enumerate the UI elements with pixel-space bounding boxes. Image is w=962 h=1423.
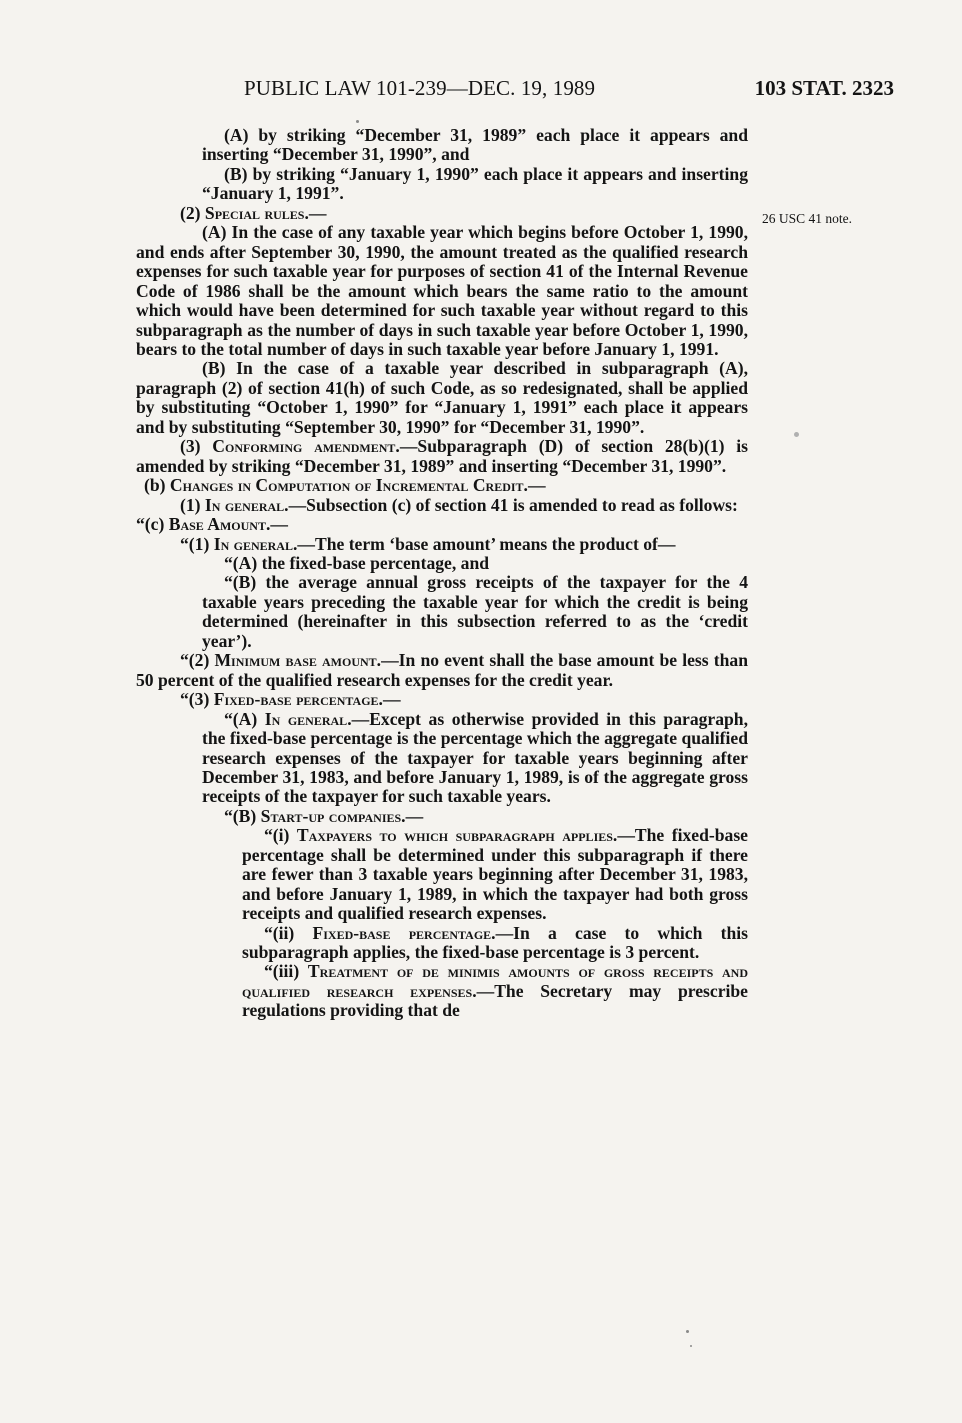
clause-text: (A) by striking “December 31, 1989” each place it appears and inserting “December 31, 1990”, and bbox=[202, 125, 748, 165]
paragraph-number: “(1) bbox=[180, 533, 214, 554]
clause-number: “(i) bbox=[264, 825, 297, 846]
clause-text: —The Secretary may prescribe regulations providing that de bbox=[242, 980, 748, 1021]
scan-speck bbox=[794, 432, 799, 437]
subparagraph-text: —Except as otherwise provided in this paragraph, the fixed-base percentage is the percentage which the aggregate qualified research expenses of the taxpayer for taxable years beginning after December 31, 1983, and before January 1, 1989, is of the aggregate gross receipts of the taxpayer for such taxable years. bbox=[202, 708, 748, 807]
subsection-text: — bbox=[270, 514, 288, 535]
paragraph-number: “(2) bbox=[180, 650, 215, 671]
running-head-title: PUBLIC LAW 101-239—DEC. 19, 1989 bbox=[244, 76, 596, 100]
subparagraph-letter: “(A) bbox=[224, 708, 265, 729]
paragraph-heading: In general. bbox=[213, 533, 298, 554]
quoted-subparagraph-A bbox=[136, 554, 748, 573]
quoted-subparagraph-B-start-up bbox=[136, 807, 748, 826]
clause-heading: Treatment of de minimis amounts of gross receipts and qualified research expenses. bbox=[242, 961, 749, 1001]
paragraph-1-in-general bbox=[136, 496, 748, 515]
paragraph-heading: Fixed-base percentage. bbox=[213, 689, 383, 710]
clause-B-striking bbox=[136, 165, 748, 204]
paragraph-heading: In general. bbox=[204, 494, 289, 515]
subparagraph-B-taxable-year: (B) In the case of a taxable year described in subparagraph (A), paragraph (2) of section 41(h) of such Code, as so redesignated, shall be applied by substituting “October 1, 1990” for “January 1, 1991” each place it appears and by substituting “September 30, 1990” for “December 31, 1990”. bbox=[136, 358, 748, 437]
clause-block bbox=[242, 924, 748, 963]
statute-body bbox=[136, 126, 748, 1021]
paragraph-heading: Minimum base amount. bbox=[214, 650, 382, 671]
quoted-paragraph-3-fixed-base-percentage bbox=[136, 690, 748, 709]
paragraph-heading: Special rules. bbox=[204, 202, 309, 223]
scan-speck bbox=[686, 1330, 689, 1333]
paragraph-3-conforming-amendment bbox=[136, 437, 748, 476]
quoted-subparagraph-A-in-general bbox=[136, 710, 748, 807]
quoted-subparagraph-B bbox=[136, 573, 748, 651]
paragraph-2-special-rules bbox=[136, 204, 748, 223]
paragraph-number: (2) bbox=[180, 202, 205, 223]
subsection-text: — bbox=[527, 475, 546, 496]
quoted-clause-i-taxpayers bbox=[136, 826, 748, 923]
subparagraph-A-taxable-year: (A) In the case of any taxable year which begins before October 1, 1990, and ends after September 30, 1990, the amount treated as the qualified research expenses for such taxable year for purposes of section 41 of the Internal Revenue Code of 1986 shall be the amount which bears the same ratio to the amount which would have been determined for such taxable year without regard to this subparagraph as the number of days in such taxable year before October 1, 1990, bears to the total number of days in such taxable year before January 1, 1991. bbox=[136, 222, 748, 359]
subsection-letter: “(c) bbox=[136, 514, 169, 535]
paragraph-number: (1) bbox=[180, 494, 205, 515]
clause-heading: Taxpayers to which subparagraph applies. bbox=[296, 825, 618, 846]
running-head-page-number: 103 STAT. 2323 bbox=[754, 76, 894, 100]
clause-number: “(iii) bbox=[264, 961, 308, 982]
paragraph-text: — bbox=[308, 202, 327, 223]
quoted-paragraph-1-in-general bbox=[136, 535, 748, 554]
subparagraph-text: “(B) the average annual gross receipts of the taxpayer for the 4 taxable years preceding the taxable year for which the credit is being determined (hereinafter in this subsection referred to as the ‘credit year’). bbox=[202, 572, 748, 651]
paragraph-text: —Subparagraph (D) of section 28(b)(1) is amended by striking “December 31, 1989” and inserting “December 31, 1990”. bbox=[136, 436, 748, 476]
subparagraph-text: “(A) the fixed-base percentage, and bbox=[224, 552, 490, 573]
clause-text: (B) by striking “January 1, 1990” each place it appears and inserting “January 1, 1991”. bbox=[202, 163, 748, 204]
paragraph-text: — bbox=[382, 689, 401, 710]
scan-speck bbox=[356, 120, 359, 123]
quoted-clause-iii-de-minimis bbox=[136, 962, 748, 1020]
paragraph-text: —The term ‘base amount’ means the product of— bbox=[297, 533, 676, 554]
subparagraph-heading: In general. bbox=[264, 708, 352, 729]
paragraph-number: (3) bbox=[180, 436, 213, 457]
margin-note-citation: 26 USC 41 note. bbox=[762, 211, 853, 226]
clause-text: —In a case to which this subparagraph applies, the fixed-base percentage is 3 percent. bbox=[242, 922, 748, 963]
clause-text: —The fixed-base percentage shall be determined under this subparagraph if there are fewer than 3 taxable years beginning after December 31, 1983, and before January 1, 1989, in which the taxpayer had both gross receipts and qualified research expenses. bbox=[242, 825, 748, 924]
quoted-paragraph-2-minimum-base-amount bbox=[136, 651, 748, 690]
running-head bbox=[244, 76, 894, 106]
subparagraph-letter: “(B) bbox=[224, 805, 261, 826]
subparagraph-text: — bbox=[405, 805, 424, 826]
paragraph-number: “(3) bbox=[180, 689, 214, 710]
paragraph-text: —In no event shall the base amount be less than 50 percent of the qualified research expenses for the credit year. bbox=[136, 650, 748, 690]
clause-block bbox=[242, 826, 748, 923]
paragraph-heading: Conforming amendment. bbox=[212, 436, 400, 457]
subsection-heading: Base Amount. bbox=[168, 514, 271, 535]
quoted-subsection-c-heading bbox=[136, 515, 748, 534]
clause-heading: Fixed-base percentage. bbox=[312, 922, 496, 943]
paragraph-text: —Subsection (c) of section 41 is amended to read as follows: bbox=[288, 494, 738, 515]
clause-number: “(ii) bbox=[264, 922, 313, 943]
subparagraph-block bbox=[202, 710, 748, 807]
quoted-clause-ii-fixed-base bbox=[136, 924, 748, 963]
clause-block bbox=[242, 962, 748, 1020]
scan-speck bbox=[690, 1345, 692, 1347]
subsection-b-heading bbox=[136, 476, 748, 495]
subparagraph-heading: Start-up companies. bbox=[260, 805, 406, 826]
subsection-letter: (b) bbox=[144, 475, 170, 496]
clause-A-striking bbox=[136, 126, 748, 165]
subsection-heading: Changes in Computation of Incremental Credit. bbox=[169, 475, 528, 496]
